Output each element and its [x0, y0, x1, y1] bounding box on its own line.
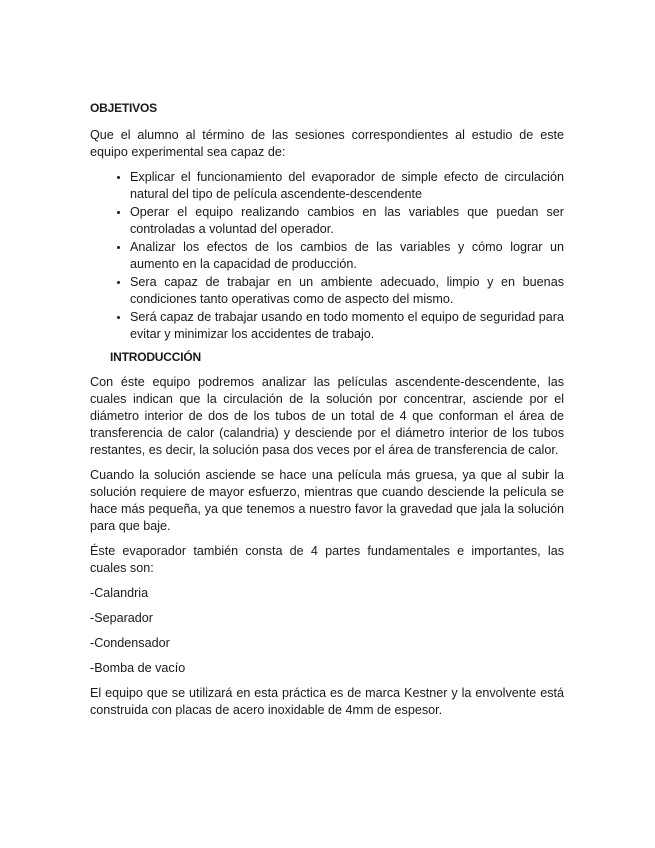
heading-introduccion: INTRODUCCIÓN	[110, 350, 201, 364]
part-item-separador: -Separador	[90, 611, 154, 625]
objective-item: • Explicar el funcionamiento del evaporador de simple efecto de circulación natural del tipo de película ascendente-descendente	[130, 169, 564, 203]
objectives-list	[90, 169, 564, 343]
part-item-calandria: -Calandria	[90, 586, 149, 600]
closing-paragraph: El equipo que se utilizará en esta práctica es de marca Kestner y la envolvente está construida con placas de acero inoxidable de 4mm de espesor.	[90, 686, 564, 717]
objective-item: • Operar el equipo realizando cambios en las variables que puedan ser controladas a voluntad del operador.	[130, 204, 564, 238]
intro-paragraph-2: Cuando la solución asciende se hace una película más gruesa, ya que al subir la solución requiere de mayor esfuerzo, mientras que cuando desciende la película se hace más pequeña, ya que tenemos a nuestro favor la gravedad que jala la solución para que baje.	[90, 468, 564, 533]
objectives-intro: Que el alumno al término de las sesiones correspondientes al estudio de este equipo experimental sea capaz de:	[90, 128, 564, 159]
intro-paragraph-3: Éste evaporador también consta de 4 partes fundamentales e importantes, las cuales son:	[90, 544, 564, 575]
intro-paragraph-1: Con éste equipo podremos analizar las películas ascendente-descendente, las cuales indican que la circulación de la solución por concentrar, asciende por el diámetro interior de dos de los tubos de un total de 4 que conforman el área de transferencia de calor (calandria) y desciende por el diámetro interior de los tubos restantes, es decir, la solución pasa dos veces por el área de transferencia de calor.	[90, 375, 564, 457]
objective-item: • Será capaz de trabajar usando en todo momento el equipo de seguridad para evitar y minimizar los accidentes de trabajo.	[130, 309, 564, 343]
part-item-bomba: -Bomba de vacío	[90, 661, 186, 675]
document-body	[90, 96, 564, 727]
heading-objetivos: OBJETIVOS	[90, 101, 157, 115]
part-item-condensador: -Condensador	[90, 636, 170, 650]
objective-item: • Analizar los efectos de los cambios de las variables y cómo lograr un aumento en la capacidad de producción.	[130, 239, 564, 273]
objective-item: • Sera capaz de trabajar en un ambiente adecuado, limpio y en buenas condiciones tanto operativas como de aspecto del mismo.	[130, 274, 564, 308]
